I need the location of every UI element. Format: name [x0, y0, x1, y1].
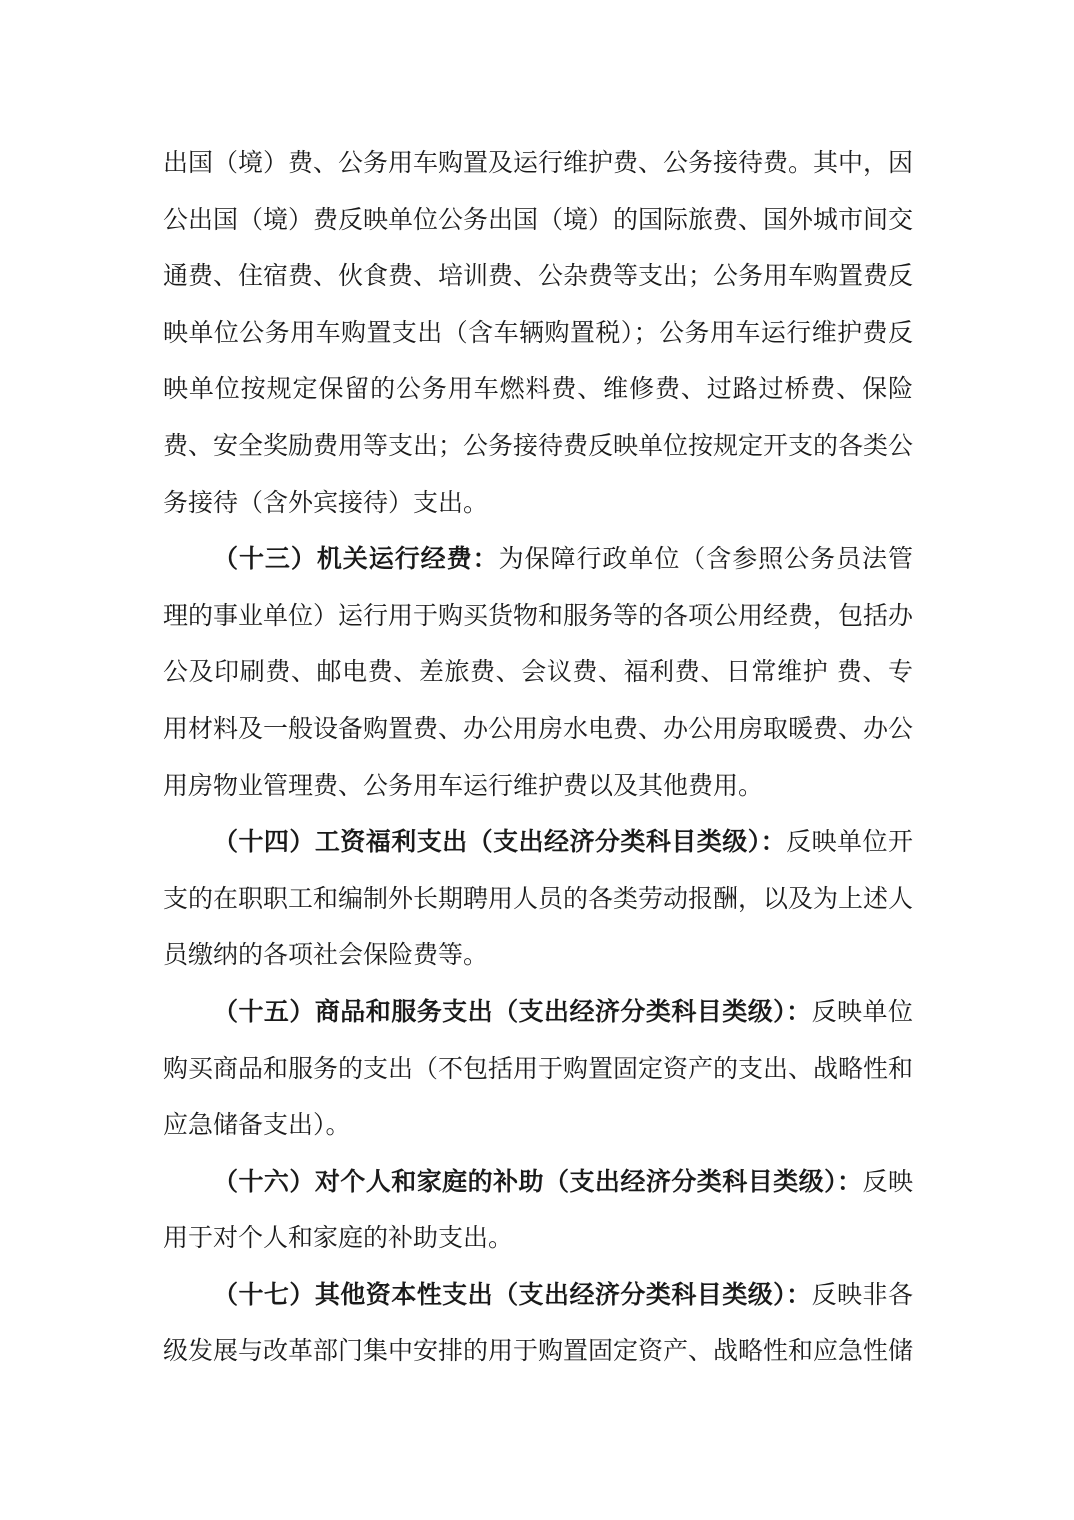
- paragraph-item-17: [163, 1267, 913, 1380]
- paragraph-heading: （十六）对个人和家庭的补助（支出经济分类科目类级）：: [213, 1166, 863, 1196]
- paragraph-item-13: [163, 531, 913, 814]
- paragraph-continuation: [163, 135, 913, 531]
- paragraph-heading: （十五）商品和服务支出（支出经济分类科目类级）：: [213, 996, 812, 1026]
- paragraph-text: 为保障行政单位（含参照公务员法管理的事业单位）运行用于购买货物和服务等的各项公用经费，包括办公及印刷费、邮电费、差旅费、会议费、福利费、日常维护 费、专用材料及一般设备购置费、办公用房水电费、办公用房取暖费、办公用房物业管理费、公务用车运行维护费以及其他费用。: [163, 544, 914, 800]
- paragraph-text: 反映非各级发展与改革部门集中安排的用于购置固定资产、战略性和应急性储: [163, 1279, 914, 1366]
- paragraph-heading: （十七）其他资本性支出（支出经济分类科目类级）：: [213, 1279, 812, 1309]
- paragraph-item-14: [163, 814, 913, 984]
- paragraph-item-16: [163, 1154, 913, 1267]
- document-body: [163, 135, 913, 1380]
- paragraph-item-15: [163, 984, 913, 1154]
- paragraph-text: 反映单位开支的在职职工和编制外长期聘用人员的各类劳动报酬，以及为上述人员缴纳的各项社会保险费等。: [163, 827, 914, 970]
- paragraph-text: 反映单位购买商品和服务的支出（不包括用于购置固定资产的支出、战略性和应急储备支出）。: [163, 996, 914, 1140]
- paragraph-heading: （十三）机关运行经费：: [213, 544, 499, 574]
- paragraph-text: 出国（境）费、公务用车购置及运行维护费、公务接待费。其中，因公出国（境）费反映单位公务出国（境）的国际旅费、国外城市间交通费、住宿费、伙食费、培训费、公杂费等支出；公务用车购置费反映单位公务用车购置支出（含车辆购置税）；公务用车运行维护费反映单位按规定保留的公务用车燃料费、维修费、过路过桥费、保险费、安全奖励费用等支出；公务接待费反映单位按规定开支的各类公务接待（含外宾接待）支出。: [163, 148, 914, 517]
- paragraph-text: 反映用于对个人和家庭的补助支出。: [163, 1166, 913, 1253]
- paragraph-heading: （十四）工资福利支出（支出经济分类科目类级）：: [213, 827, 787, 857]
